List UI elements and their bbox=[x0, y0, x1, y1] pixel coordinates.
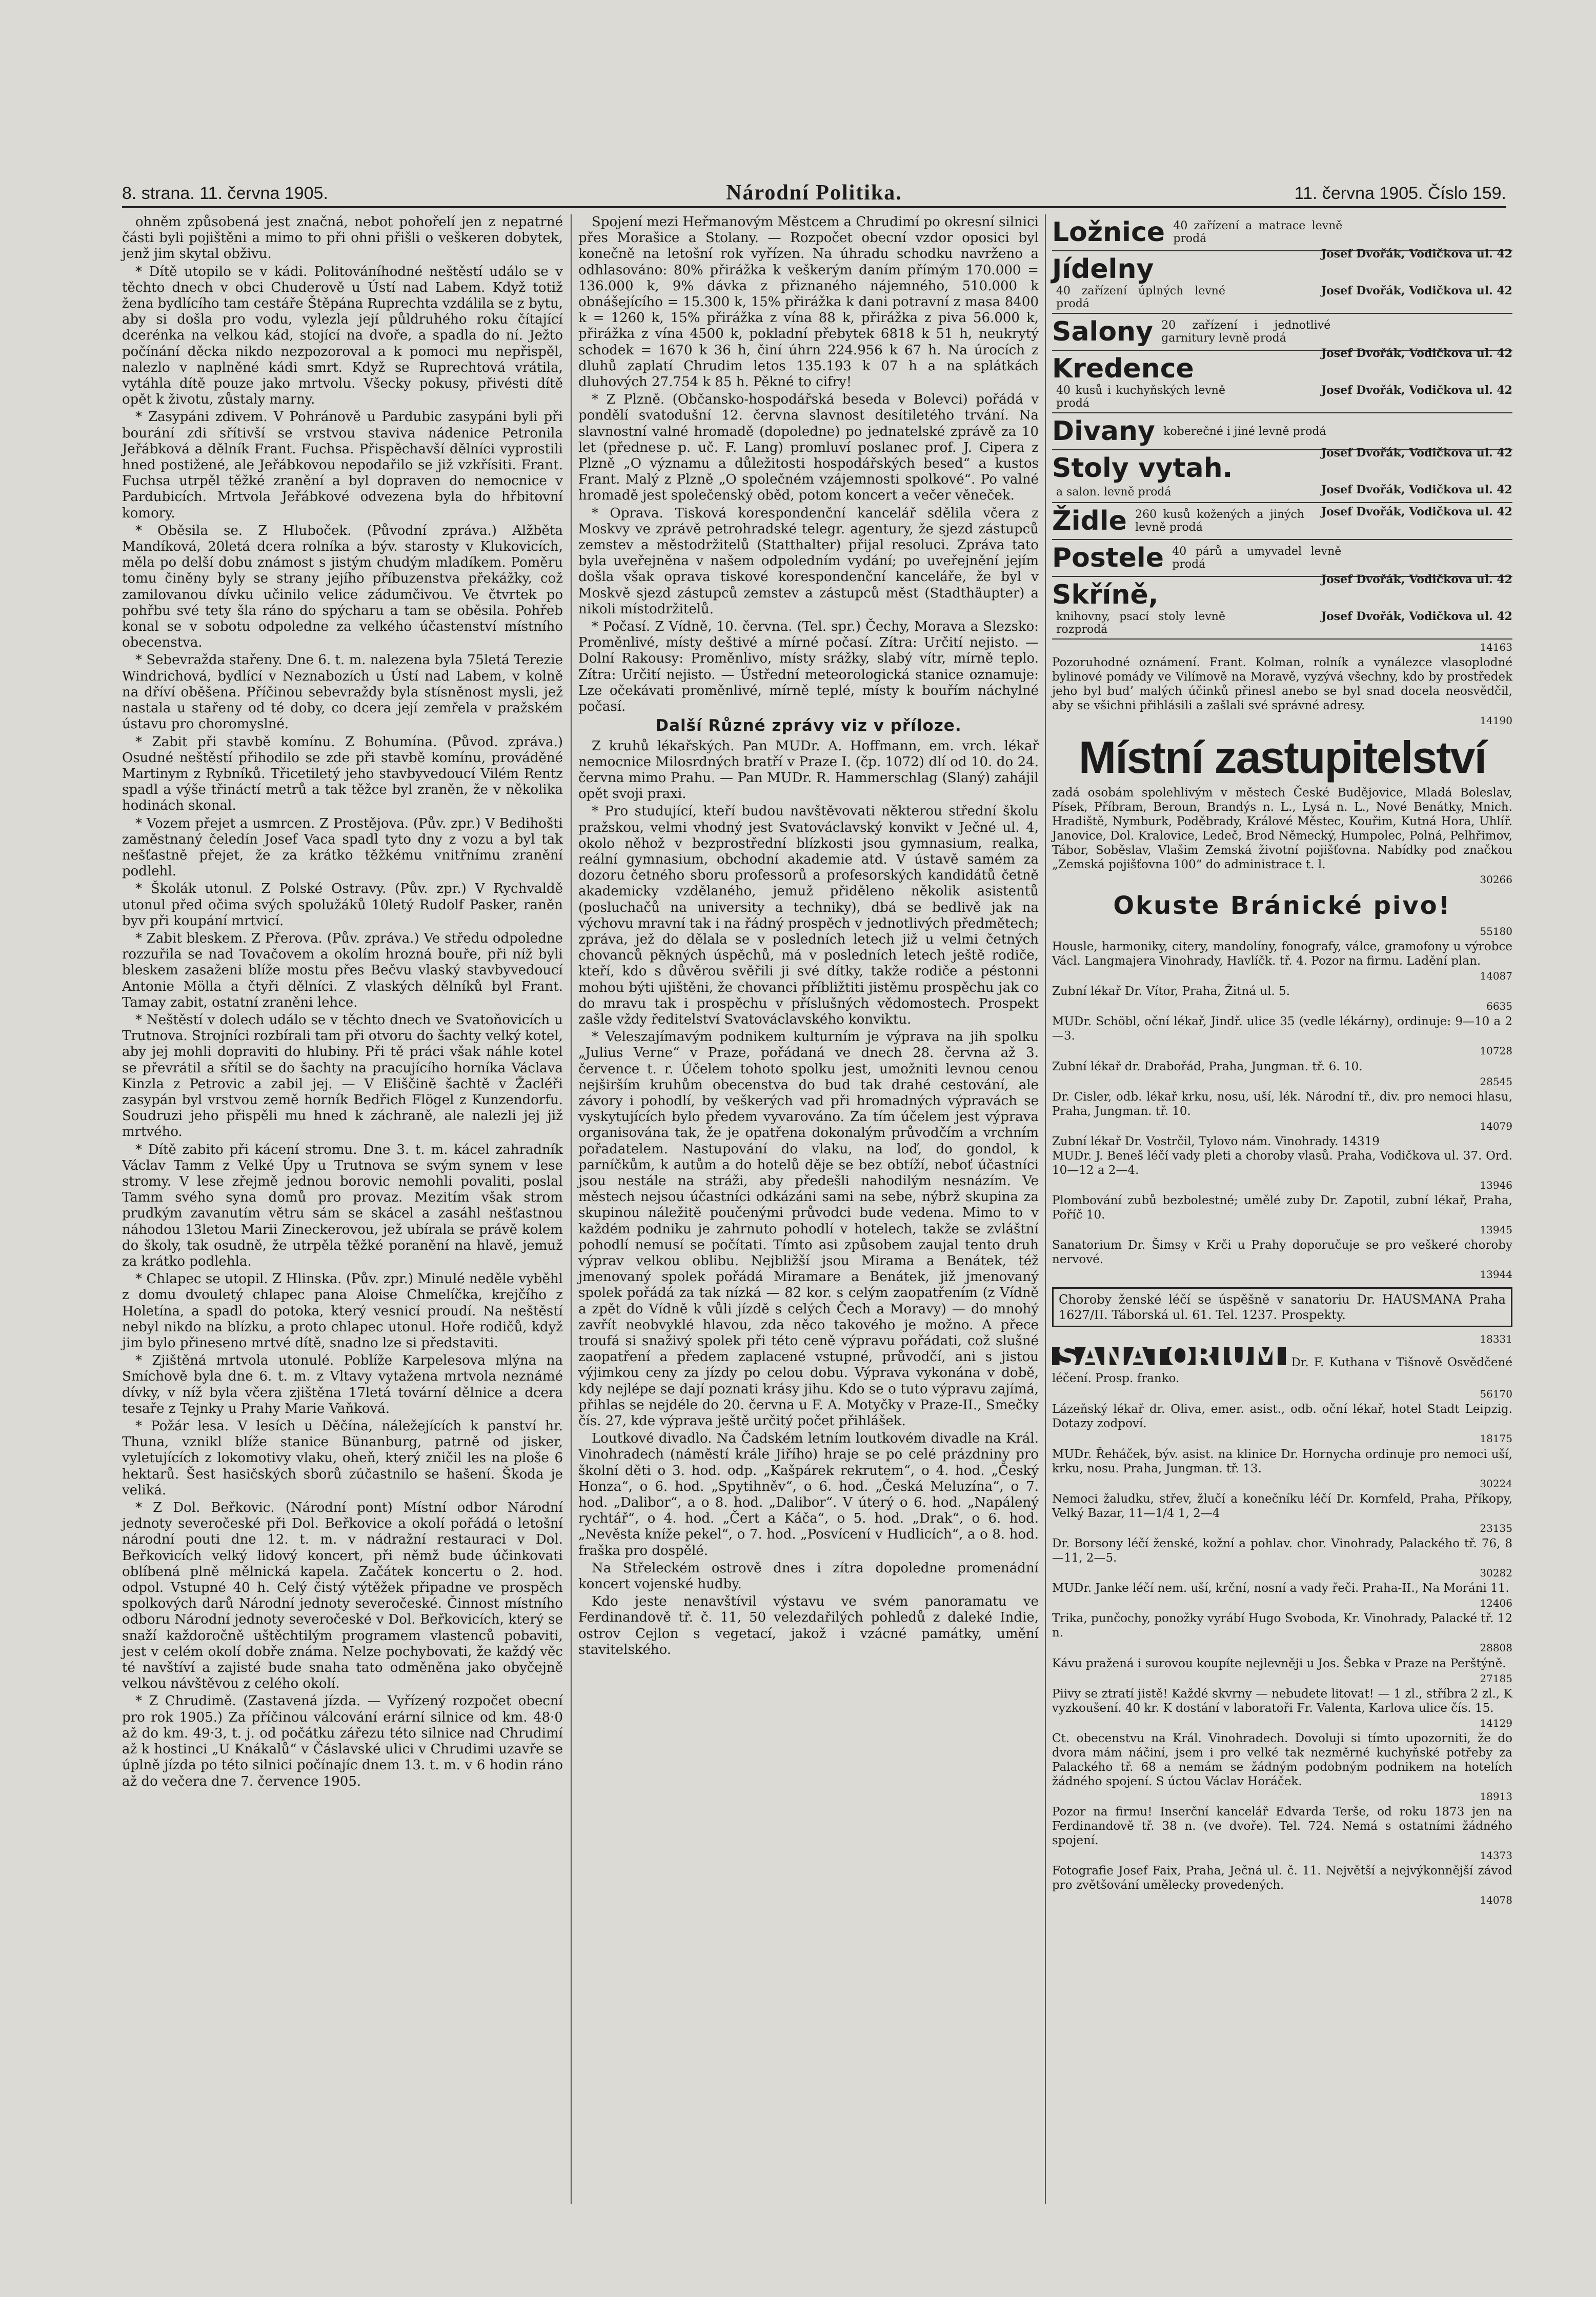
ad-number: 14078 bbox=[1480, 1894, 1512, 1907]
article-chimney-accident: * Zabit při stavbě komínu. Z Bohumína. (Původ. zpráva.) Osudné neštěstí přihodilo se zde při stavbě komínu, prováděné Martinym z Rybníků. Třicetiletý jeho stavbyvedoucí Vilém Rentz spadl a výše třináctí metrů a tak těžce byl zraněn, že v několika hodinách skonal. bbox=[122, 734, 563, 814]
article-correction: * Oprava. Tisková korespondenční kancelář sdělila včera z Moskvy ve zprávě petrohradské telegr. agentury, že sjezd zástupců zemstev a městodržitelů (Statthalter) přijal resoluci. Zpráva tato byla uveřejněna v našem odpoledním vydání; po uveřejnění jejím došla však oprava tiskové korespondenční kanceláře, že byl v Moskvě sjezd zástupců zemstev a zástupců měst (Stadthäupter) a nikoli místodržitelů. bbox=[578, 505, 1039, 617]
header-issue: 11. června 1905. Číslo 159. bbox=[1294, 184, 1506, 203]
ad-kolman: Pozoruhodné oznámení. Frant. Kolman, rolník a vynálezce vlasoplodné bylinové pomády ve Vilímově na Moravě, vyzývá všechny, kdo by prostředek jeho byl bud’ malých účinků přinesl anebo se byl snad docela neosvědčil, aby se všichni přihlásili a zašlali své správné adresy. bbox=[1052, 656, 1512, 713]
ad-zubni-vitor: Zubní lékař Dr. Vítor, Praha, Žitná ul. 5. bbox=[1052, 985, 1290, 998]
ad-heading: Ložnice bbox=[1052, 217, 1165, 248]
article-buried-by-wall: * Zasypáni zdivem. V Pohránově u Pardubic zasypáni byli při bourání zdi sřítivší se vrstvou staviva nádenice Petronila Jeřábková a dělník Frant. Fuchsa. Přispěchavší dělníci vyprostili hned postižené, ale Jeřábkovou nepodařilo se již vzkřísiti. Frant. Fuchsa utrpěl těžké zranění a byl dopraven do nemocnice v Pardubicích. Mrtvola Jeřábkové odvezena byla do hřbitovní komory. bbox=[122, 409, 563, 521]
ad-text: 20 zařízení i jednotlivé garnitury levně prodá bbox=[1161, 319, 1331, 345]
ad-mistni-zastupitelstvi-title: Místní zastupitelství bbox=[1078, 731, 1486, 783]
ad-horacek: Ct. obecenstvu na Král. Vinohradech. Dovoluji si tímto upozorniti, že do dvora mám náčiní, jsem i pro velké tak nezměrné kuchyňské potřeby za Palackého tř. 68 a nemám se žádným podobným podnikem na hotelích žádného spojení. S úctou Václav Horáček. bbox=[1052, 1732, 1512, 1789]
ad-loznice bbox=[1052, 214, 1512, 261]
ad-contact: Josef Dvořák, Vodičkova ul. 42 bbox=[1321, 446, 1512, 460]
ad-contact: Josef Dvořák, Vodičkova ul. 42 bbox=[1321, 573, 1512, 587]
ad-number: 14190 bbox=[1480, 714, 1512, 727]
ad-text: 40 zařízení úplných levné prodá bbox=[1056, 285, 1225, 310]
ad-benes: MUDr. J. Beneš léčí vady pleti a choroby vlasů. Praha, Vodičkova ul. 37. Ord. 10—12 a 2—4. bbox=[1052, 1149, 1512, 1177]
ad-oliva: Lázeňský lékař dr. Oliva, emer. asist., odb. oční lékař, hotel Stadt Leipzig. Dotazy zodpoví. bbox=[1052, 1403, 1512, 1431]
ad-heading: Skříně, bbox=[1052, 580, 1159, 611]
ad-heading: Stoly vytah. bbox=[1052, 453, 1233, 484]
article-julius-verne-trip: * Veleszajímavým podnikem kulturním je výprava na jih spolku „Julius Verne“ v Praze, pořádaná ve dnech 28. června až 3. července t. r. Účelem tohoto spolku jest, umožniti levnou cenou nejširším kruhům obecenstva do bud tak drahé cestování, ale závory i pohodlí, by veškerých vad při hromadných výpravách se vyskytujících bylo předem vyvarováno. Za tím účelem jest výprava organisována tak, že je opatřena dokonalým průvodčím a vrchním pořadatelem. Nastupování do vlaku, na loď, do gondol, k parníčkům, k autům a do hotelů děje se bez obtíží, neboť účastníci jsou nestále na stráži, aby předešli nahodilým nesnázím. Ve městech nejsou účastníci odkázáni sami na sebe, nýbrž skupina za skupinou náležitě poučenými průvodci bude vedena. Mimo to v každém podniku je zahrnuto pohodlí v hotelech, takže se zvláštní pohodlí nemusí se počítati. Tímto asi způsobem zaujal tento druh výprav velkou oblibu. Nejbližší jsou Mirama a Benátek, též jmenovaný spolek pořádá Miramare a Benátek, již jmenovaný spolek pořádá za tak nízká — 82 kor. s celým zaopatřením (z Vídně a zpět do Vídně k vůli jízdě s celých Čech a Moravy) — do mnohý zavřít neobvyklé hlavou, zda něco takového je možno. A přece troufá si snaživý spolek při této ceně výpravu pořádati, což slušné zaopatření a předem zaplacené vstupné, průvodčí, ani s jistou výjimkou ceny za jízdy po celou dobu. Výprava vykonána v době, kdy nejlépe se dají poznati krásy jihu. Kdo se o tuto výpravu zajímá, přihlas se nejdéle do 20. června u F. A. Motyčky v Praze-II., Smečky čís. 27, kde výprava ještě určitý počet přihlášek. bbox=[578, 1029, 1039, 1429]
article-old-woman-suicide: * Sebevražda stařeny. Dne 6. t. m. nalezena byla 75letá Terezie Windrichová, bydlící v Neznabozích u Ústí nad Labem, v kolně na dříví oběšena. Příčinou sebevraždy byla stísněnost mysli, jež nastala u stařeny od té doby, co dcera její zemřela v pražském ústavu pro choromyslné. bbox=[122, 652, 563, 732]
ad-inserty: Pozor na firmu! Inserční kancelář Edvarda Terše, od roku 1873 jen na Ferdinandově tř. 38 n. (ve dvoře). Tel. 724. Nemá s ostatními žádného spojení. bbox=[1052, 1805, 1512, 1848]
ad-divany bbox=[1052, 413, 1512, 460]
ad-number: 12406 bbox=[1480, 1597, 1512, 1610]
ad-number: 6635 bbox=[1486, 1000, 1512, 1013]
article-strelecky-concert: Na Střeleckém ostrově dnes i zítra dopoledne promenádní koncert vojenské hudby. bbox=[578, 1560, 1039, 1592]
article-hanged-girl: * Oběsila se. Z Hluboček. (Původní zpráva.) Alžběta Mandíková, 20letá dcera rolníka a býv. starosty v Klukovicích, měla po delší dobu známost s jistým chudým mladíkem. Poměru tomu činěny byly se strany jejího příbuzenstva překážky, což zamilovanou dívku učinilo velice zádumčivou. Ve čtvrtek po pohřbu své tety šla ráno do spýcharu a tam se oběsila. Pohřeb konal se v sobotu odpoledne za velkého účastenství místního obecenstva. bbox=[122, 523, 563, 651]
article-doctors: Z kruhů lékařských. Pan MUDr. A. Hoffmann, em. vrch. lékař nemocnice Milosrdných bratří v Praze I. (čp. 1072) dlí od 10. do 24. června mimo Prahu. — Pan MUDr. R. Hammerschlag (Slaný) zahájil opět svoji praxi. bbox=[578, 738, 1039, 802]
ad-text: 40 kusů i kuchyňských levně prodá bbox=[1056, 384, 1225, 410]
ad-number: 30224 bbox=[1480, 1477, 1512, 1490]
ad-heading: Salony bbox=[1052, 316, 1154, 347]
ad-number: 18175 bbox=[1480, 1432, 1512, 1445]
column-divider-1 bbox=[571, 214, 572, 2204]
ad-text: knihovny, psací stoly levně rozprodá bbox=[1056, 610, 1225, 636]
article-plzen-beseda: * Z Plzně. (Občansko-hospodářská beseda v Bolevci) pořádá v pondělí svatodušní 12. června slavnost desítiletého trvání. Na slavnostní valné hromadě (dopoledne) po jednatelské zprávě za 10 let (přednese p. uč. F. Lang) promluví poslanec prof. J. Cipera z Plzně „O významu a důležitosti hospodářských besed“ a kustos Frant. Malý z Plzně „O společném vzájemnosti spolkové“. Po valné hromadě jest společenský oběd, potom koncert a večer věneček. bbox=[578, 392, 1039, 504]
ad-kredence bbox=[1052, 351, 1512, 413]
sanatorium-label: SANATORIUM bbox=[1052, 1347, 1286, 1365]
ad-number: 13945 bbox=[1480, 1224, 1512, 1236]
ad-number: 30282 bbox=[1480, 1567, 1512, 1580]
column-2 bbox=[578, 214, 1039, 1660]
ad-number: 14079 bbox=[1480, 1120, 1512, 1132]
ad-number: 14129 bbox=[1480, 1716, 1512, 1729]
article-mine-accident: * Neštěstí v dolech událo se v těchto dnech ve Svatoňovicích u Trutnova. Strojníci rozbírali tam při otvoru do šachty velký kotel, aby jej mohli dopraviti do hlubiny. Při tě práci však náhle kotel se převrátil a sřítil se do šachty na pracujícího horníka Václava Kinzla z Petrovic a zabil jej. — V Eliščině šachtě v Žacléři zasypán byl vrstvou země horník Bedřich Flögel z Kunzendorfu. Soudruzi jeho přispěli mu hned k záchraně, ale nalezli jej již mrtvého. bbox=[122, 1012, 563, 1140]
header-rule bbox=[122, 206, 1506, 208]
ad-faix: Fotografie Josef Faix, Praha, Ječná ul. č. 11. Největší a nejvýkonnější závod pro zvětšování umělecky provedených. bbox=[1052, 1864, 1512, 1892]
ad-kavu: Kávu pražená i surovou koupíte nejlevněji u Jos. Šebka v Praze na Perštýně. bbox=[1052, 1656, 1506, 1670]
ad-zidle bbox=[1052, 503, 1512, 540]
ad-contact: Josef Dvořák, Vodičkova ul. 42 bbox=[1321, 384, 1512, 397]
ad-trika: Trika, punčochy, ponožky vyrábí Hugo Svoboda, Kr. Vinohrady, Palacké tř. 12 n. bbox=[1052, 1612, 1512, 1640]
ad-heading: Postele bbox=[1052, 543, 1164, 574]
ad-heading: Kredence bbox=[1052, 353, 1194, 384]
ad-schobl: MUDr. Schöbl, oční lékař, Jindř. ulice 35 (vedle lékárny), ordinuje: 9—10 a 2—3. bbox=[1052, 1015, 1512, 1043]
ad-number: 27185 bbox=[1480, 1672, 1512, 1685]
ad-number: 10728 bbox=[1480, 1045, 1512, 1057]
article-lightning: * Zabit bleskem. Z Přerova. (Pův. zpráva.) Ve středu odpoledne rozzuřila se nad Tovačovem a okolím hrozná bouře, při níž byli bleskem zasaženi blíže mostu přes Bečvu vlaský stavbyvedoucí Antonie Mölla a čtyři dělníci. Z vlaských dělníků byl Frant. Tamay zabit, ostatní zraněni lehce. bbox=[122, 930, 563, 1010]
ad-kornfeld: Nemoci žaludku, střev, žlučí a konečníku léčí Dr. Kornfeld, Praha, Příkopy, Velký Bazar, 11—1/4 1, 2—4 bbox=[1052, 1492, 1512, 1520]
ad-text: 40 zařízení a matrace levně prodá bbox=[1173, 219, 1343, 245]
article-tree-felling: * Dítě zabito při kácení stromu. Dne 3. t. m. kácel zahradník Václav Tamm z Velké Úpy u Trutnova se svým synem v lese stromy. V lese zřejmě jednou borovic nemohli povaliti, poslal Tamm svého syna domů pro provaz. Mezitím však strom prudkým zavanutím větru sám se skácel a zasáhl nešťastnou náhodou 13letou Marii Zineckerovou, jež ubírala se právě kolem do školy, tak osudně, že utrpěla těžké poranění na hlavě, jemuž za krátko podlehla. bbox=[122, 1142, 563, 1269]
header-date-page: 8. strana. 11. června 1905. bbox=[122, 184, 328, 203]
ad-housle: Housle, harmoniky, citery, mandolíny, fonografy, válce, gramofony u výrobce Václ. Langmajera Vinohrady, Havlíčk. tř. 4. Pozor na firmu. Ladění plan. bbox=[1052, 940, 1512, 968]
ad-contact: Josef Dvořák, Vodičkova ul. 42 bbox=[1321, 347, 1512, 360]
ad-postele bbox=[1052, 540, 1512, 587]
ad-borsony: Dr. Borsony léčí ženské, kožní a pohlav. chor. Vinohrady, Palackého tř. 76, 8—11, 2—5. bbox=[1052, 1537, 1512, 1565]
article-students-konvikt: * Pro studující, kteří budou navštěvovati některou střední školu pražskou, velmi vhodný jest Svatováclavský konvikt v Ječné ul. 4, okolo něhož v bezprostřední blízkosti jsou gymnasium, realka, reální gymnasium, obchodní akademie atd. V ústavě samém za dozoru četného sboru professorů a profesorských kandidátů četně akademicky vzdělaného, jemuž přiděleno několik asistentů (posluchačů na university a techniky), dbá se bedlivě jak na výchovu mravní tak i na řádný prospěch v jednotlivých předmětech; zpráva, jež do dělala se v posledních letech již u velmi četných chovanců pěkných úspěchů, má v posledních letech ještě rodiče, kteří, kdo s důvěrou svěřili ji své dítky, takže rodiče a péstonni mohou býti ujištěni, že chovanci příbližtiti jistěmu prospěchu jak co do mravu tak i prospěchu v příslušných vědomostech. Prospekt zašle vždy ředitelství Svatováclavského konviktu. bbox=[578, 804, 1039, 1027]
ad-number: 55180 bbox=[1480, 925, 1512, 937]
article-run-over: * Vozem přejet a usmrcen. Z Prostějova. (Pův. zpr.) V Bedihošti zaměstnaný čeledín Josef Vaca spadl tyto dny z vozu a byl tak nešťastně přejet, že za krátko těžkému vnitřnímu zranění podlehl. bbox=[122, 815, 563, 880]
ad-contact: Josef Dvořák, Vodičkova ul. 42 bbox=[1321, 610, 1512, 624]
ad-jidelny bbox=[1052, 251, 1512, 314]
ad-branicke-pivo: Okuste Bránické pivo! bbox=[1113, 891, 1451, 920]
section-heading-more-news: Další Různé zprávy viz v příloze. bbox=[655, 716, 962, 735]
article-fire: ohněm způsobená jest značná, nebot pohořelí jen z nepatrné části byli pojištěni a mimo to při ohni přišli o veškeren dobytek, jenž jim skytal obživu. bbox=[122, 214, 563, 262]
ad-kuthan-text: Dr. F. Kuthana v Tišnově Osvědčené léčení. Prosp. franko. bbox=[1052, 1355, 1512, 1386]
ad-text: 260 kusů kožených a jiných levně prodá bbox=[1135, 508, 1305, 534]
article-boy-drowned: * Chlapec se utopil. Z Hlinska. (Pův. zpr.) Minulé neděle vyběhl z domu dvouletý chlapec pana Aloise Chmelíčka, krejčího z Holetína, a spadl do potoka, který vesnicí proudí. Na neštěstí nebyl nikdo na blízku, a proto chlapec utonul. Hoře rodičů, když jim bylo přineseno mrtvé dítě, snadno lze si představiti. bbox=[122, 1271, 563, 1351]
column-3-advertisements bbox=[1052, 214, 1512, 1909]
ad-salony bbox=[1052, 314, 1512, 360]
ad-rehacek: MUDr. Řeháček, býv. asist. na klinice Dr. Hornycha ordinuje pro nemoci uší, krku, nosu. Praha, Jungman. tř. 13. bbox=[1052, 1447, 1512, 1475]
ad-text: a salon. levně prodá bbox=[1056, 485, 1171, 498]
ad-number: 56170 bbox=[1480, 1388, 1512, 1401]
ad-zubni-draborad: Zubní lékař dr. Drabořád, Praha, Jungman. tř. 6. 10. bbox=[1052, 1060, 1363, 1073]
ad-heading: Jídelny bbox=[1052, 254, 1154, 285]
ad-hausmann: Choroby ženské léčí se úspěšně v sanatoriu Dr. HAUSMANA Praha 1627/II. Táborská ul. 61. Tel. 1237. Prospekty. bbox=[1052, 1287, 1512, 1327]
ad-heading: Židle bbox=[1052, 506, 1127, 537]
ad-number: 13944 bbox=[1480, 1268, 1512, 1281]
ad-mistni-zastupitelstvi-text: zadá osobám spolehlivým v městech České Budějovice, Mladá Boleslav, Písek, Příbram, Beroun, Brandýs n. L., Lysá n. L., Nové Benátky, Mnich. Hradiště, Nymburk, Poděbrady, Králové Městec, Kouřim, Kutná Hora, Uhlíř. Janovice, Dol. Kralovice, Ledeč, Brod Německý, Humpolec, Polná, Pelhřimov, Tábor, Soběslav, Vlašim Zemská životní pojišťovna. Nabídky pod značkou „Zemská pojišťovna 100“ do administrace t. l. bbox=[1052, 786, 1512, 871]
ad-text: koberečné i jiné levně prodá bbox=[1163, 425, 1326, 438]
ad-zubni-vostrcil: Zubní lékař Dr. Vostrčil, Tylovo nám. Vinohrady. 14319 bbox=[1052, 1135, 1380, 1149]
article-weather: * Počasí. Z Vídně, 10. června. (Tel. spr.) Čechy, Morava a Slezsko: Proměnlivé, místy deštivé a mírné počasí. Zítra: Určití nejisto. — Dolní Rakousy: Proměnlivo, místy srážky, slabý vítr, mírně teplo. Zítra: Určití nejisto. — Ústřední meteorologická stanice oznamuje: Lze očekávati proměnlivé, mírně teplé, místy k bouřím náchylné počasí. bbox=[578, 619, 1039, 715]
ad-number: 28545 bbox=[1480, 1075, 1512, 1088]
ad-janke: MUDr. Janke léčí nem. uší, krční, nosní a vady řeči. Praha-II., Na Moráni 11. bbox=[1052, 1582, 1509, 1595]
ad-contact: Josef Dvořák, Vodičkova ul. 42 bbox=[1321, 284, 1512, 297]
article-panorama: Kdo jeste nenavštívil výstavu ve svém panoramatu ve Ferdinandově tř. č. 11, 50 velezdařilých pohledů z daleké Indie, ostrov Cejlon s vegetací, jakož i vzácné památky, umění stavitelského. bbox=[578, 1594, 1039, 1657]
ad-contact: Josef Dvořák, Vodičkova ul. 42 bbox=[1321, 505, 1512, 519]
ad-number: 14087 bbox=[1480, 970, 1512, 983]
ad-contact: Josef Dvořák, Vodičkova ul. 42 bbox=[1321, 483, 1512, 496]
ad-number: 23135 bbox=[1480, 1522, 1512, 1534]
ad-number: 28808 bbox=[1480, 1642, 1512, 1654]
ad-number: 14373 bbox=[1480, 1849, 1512, 1862]
ad-text: 40 párů a umyvadel levně prodá bbox=[1172, 545, 1342, 571]
page-header bbox=[122, 181, 1506, 205]
masthead-title: Národní Politika. bbox=[726, 181, 902, 205]
article-chrudim-budget: Spojení mezi Heřmanovým Městcem a Chrudimí po okresní silnici přes Morašice a Stolany. — Rozpočet obecní vzdor oposici byl konečně na letošní rok vyřízen. Na úhradu schodku navrženo a odhlasováno: 80% přirážka k veškerým daním přímým 170.000 = 136.000 k, 9% dávka z přiznaného nájemného, 510.000 k obnášejícího = 15.300 k, 15% přirážka k dani potravní z masa 8400 k = 1260 k, 15% přirážka z vína 88 k, přirážka z piva 56.000 k, přirážka z vína 4500 k, pokladní přebytek 6818 k 51 h, neukrytý schodek = 1670 k 36 h, činí úhrn 224.956 k 67 h. Na úrocích z dluhů zaplatí Chrudim letos 135.193 k 07 h a na splátkách dluhových 27.754 k 85 h. Pěkné to cifry! bbox=[578, 214, 1039, 390]
ad-skrine bbox=[1052, 577, 1512, 640]
ad-cisler: Dr. Cisler, odb. lékař krku, nosu, uší, lék. Národní tř., div. pro nemoci hlasu, Praha, Jungman. tř. 10. bbox=[1052, 1090, 1512, 1118]
article-chrudim: * Z Chrudimě. (Zastavená jízda. — Vyřízený rozpočet obecní pro rok 1905.) Za příčinou válcování erární silnice od km. 48·0 až do km. 49·3, t. j. od počátku zářezu této silnice nad Chrudimí až k hostinci „U Knákalů“ v Čáslavské ulici v Chrudimi uzavře se úplně jízda po této silnici počínajíc dnem 13. t. m. v 6 hodin ráno až do večera dne 7. července 1905. bbox=[122, 1693, 563, 1789]
ad-number: 18331 bbox=[1480, 1332, 1512, 1345]
column-1 bbox=[122, 214, 563, 1791]
ad-number: 18913 bbox=[1480, 1790, 1512, 1803]
ad-number: 14163 bbox=[1480, 641, 1512, 654]
ad-contact: Josef Dvořák, Vodičkova ul. 42 bbox=[1321, 247, 1512, 261]
ad-skvrny: Piivy se ztratí jistě! Každé skvrny — nebudete litovat! — 1 zl., stříbra 2 zl., K vyzkoušení. 40 kr. K dostání v laboratoři Fr. Valenta, Karlova ulice čís. 15. bbox=[1052, 1687, 1512, 1715]
ad-plombovani: Plombování zubů bezbolestné; umělé zuby Dr. Zapotil, zubní lékař, Praha, Poříč 10. bbox=[1052, 1194, 1512, 1222]
article-puppet-theatre: Loutkové divadlo. Na Čadském letním loutkovém divadle na Král. Vinohradech (náměstí krále Jiřího) hraje se po celé prázdniny pro školní děti o 3. hod. odp. „Kašpárek rekrutem“, o 4. hod. „Český Honza“, o 6. hod. „Spytihněv“, o 6. hod. „Česká Meluzína“, o 7. hod. „Dalibor“, a o 8. hod. „Dalibor“. V úterý o 6. hod. „Napálený rychtář“, o 4. hod. „Čert a Káča“, o 5. hod. „Drak“, o 6. hod. „Nevěsta kníže pekel“, o 7. hod. „Posvícení v Hudlicích“, a o 8. hod. fraška pro dospělé. bbox=[578, 1431, 1039, 1559]
ad-number: 30266 bbox=[1480, 873, 1512, 886]
ad-simsy: Sanatorium Dr. Šimsy v Krči u Prahy doporučuje se pro veškeré choroby nervové. bbox=[1052, 1239, 1512, 1267]
ad-number: 13946 bbox=[1480, 1179, 1512, 1192]
article-child-drowned-tub: * Dítě utopilo se v kádi. Politováníhodné neštěstí událo se v těchto dnech v obci Chuderově u Ústí nad Labem. Když totiž žena bydlícího tam cestáře Štěpána Ruprechta vzdálila se z bytu, aby si došla pro vodu, vylezla její půldruhého roku čítající dcerénka na velkou kád, stojící na dvoře, a spadla do ní. Ježto počínání děcka nikdo nezpozoroval a k pomoci mu nepřispěl, nalezlo v naplněné kádi smrt. Když se Ruprechtová vrátila, vytáhla dítě pouze jako mrtvolu. Všecky pokusy, přivésti dítě opět k životu, zůstaly marny. bbox=[122, 264, 563, 408]
article-forest-fire: * Požár lesa. V lesích u Děčína, náležejících k panství hr. Thuna, vznikl blíže stanice Bünanburg, patrně od jisker, vyletujících z lokomotivy vlaku, oheň, který zničil les na ploše 6 hektarů. Šest hasičských sborů zúčastnilo se hašení. Škoda je veliká. bbox=[122, 1419, 563, 1498]
article-body-identified: * Zjištěná mrtvola utonulé. Poblíže Karpelesova mlýna na Smíchově byla dne 6. t. m. z Vltavy vytažena mrtvola neznámé dívky, v níž byla včera zjištěna 17letá tovární dělnice a dcera tesaře z Tejnky u Prahy Marie Vaňková. bbox=[122, 1353, 563, 1416]
article-dol-berkovice: * Z Dol. Beřkovic. (Národní pont) Místní odbor Národní jednoty severočeské při Dol. Beřkovice a okolí pořádá o letošní národní pouti dne 12. t. m. v nádražní restauraci v Dol. Beřkovicích velký lidový koncert, při němž bude účinkovati oblíbená plně mělnická kapela. Začátek koncertu o 2. hod. odpol. Vstupné 40 h. Celý čistý výtěžek připadne ve prospěch spolkových darů Národní jednoty severočeské. Činnost místního odboru Národní jednoty severočeské v Dol. Beřkovicích, který se snaží každoročně uštěchtilým programem vlastenců pobaviti, jest v celém okolí dobře známa. Nelze pochybovati, že každý věc té navštíví a zajisté bude snaha tato odměněna jako obyčejně velkou návštěvou z celého okolí. bbox=[122, 1500, 563, 1692]
ad-heading: Divany bbox=[1052, 416, 1155, 447]
article-pupil-drowned: * Školák utonul. Z Polské Ostravy. (Pův. zpr.) V Rychvaldě utonul před očima svých spolužáků 10letý Rudolf Pasker, raněn byv při koupání mrtvicí. bbox=[122, 881, 563, 929]
column-divider-2 bbox=[1045, 214, 1046, 2204]
